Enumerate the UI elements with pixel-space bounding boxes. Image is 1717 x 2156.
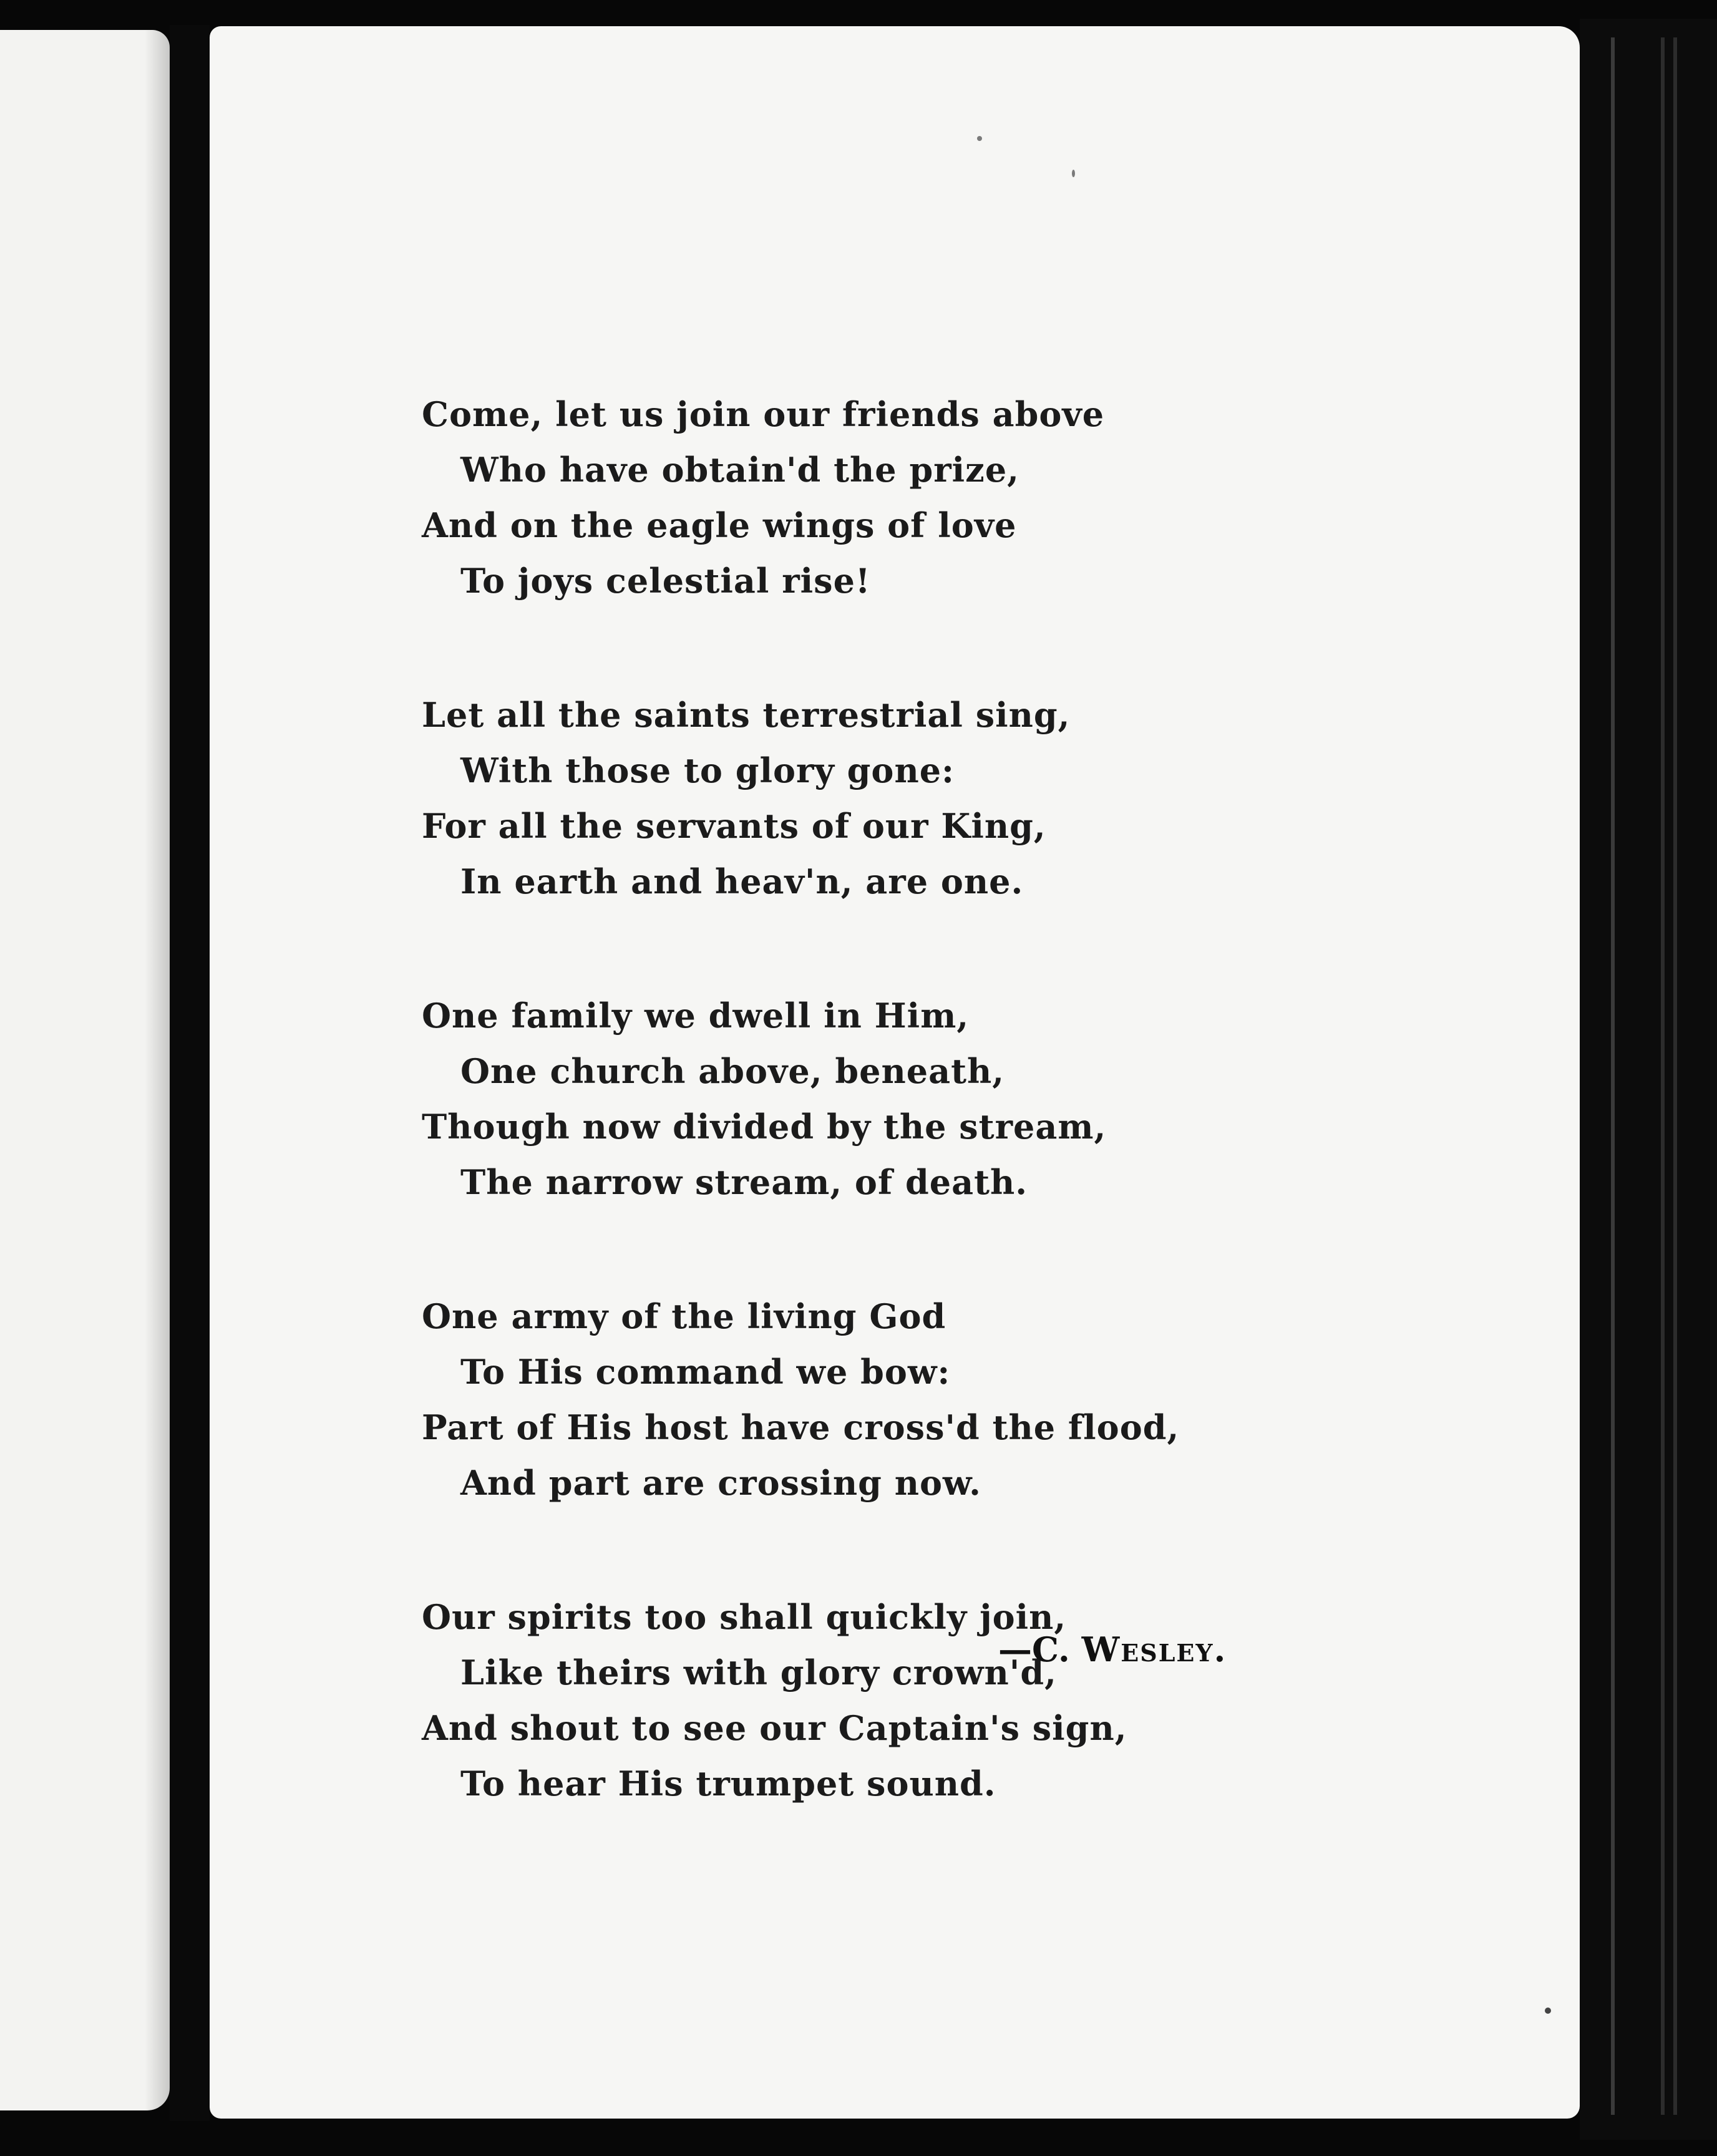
poem-line: And shout to see our Captain's sign, xyxy=(422,1708,1127,1748)
poem xyxy=(422,387,1270,1812)
poem-line: The narrow stream, of death. xyxy=(460,1162,1028,1202)
poem-line: One army of the living God xyxy=(422,1296,946,1336)
poem-line: Though now divided by the stream, xyxy=(422,1107,1107,1147)
poem-line: To joys celestial rise! xyxy=(460,561,871,601)
paper-speck xyxy=(1072,170,1075,177)
book-fore-edge xyxy=(1580,19,1717,2140)
poem-line: With those to glory gone: xyxy=(460,750,955,790)
poem-line: And part are crossing now. xyxy=(460,1463,981,1503)
book-gutter xyxy=(170,25,210,2121)
previous-page-edge xyxy=(0,30,170,2110)
poem-line: In earth and heav'n, are one. xyxy=(460,862,1024,901)
stanza-2 xyxy=(422,687,1270,910)
poem-line: One church above, beneath, xyxy=(460,1051,1005,1091)
stanza-3 xyxy=(422,988,1270,1210)
paper-speck xyxy=(1545,2008,1551,2014)
poem-line: Part of His host have cross'd the flood, xyxy=(422,1407,1180,1447)
poem-line: Like theirs with glory crown'd, xyxy=(460,1653,1057,1692)
poem-line: Let all the saints terrestrial sing, xyxy=(422,695,1071,735)
poem-line: To His command we bow: xyxy=(460,1352,951,1392)
poem-line: For all the servants of our King, xyxy=(422,806,1046,846)
poem-line: And on the eagle wings of love xyxy=(422,505,1017,545)
poem-attribution xyxy=(998,1629,1227,1669)
poem-line: Come, let us join our friends above xyxy=(422,394,1105,434)
attribution-prefix: —C. xyxy=(998,1629,1082,1669)
poem-line: Our spirits too shall quickly join, xyxy=(422,1597,1067,1637)
poem-line: Who have obtain'd the prize, xyxy=(460,450,1019,490)
stanza-1 xyxy=(422,387,1270,609)
paper-speck xyxy=(977,136,982,141)
stanza-4 xyxy=(422,1289,1270,1511)
attribution-author: Wesley. xyxy=(1081,1629,1227,1669)
poem-line: One family we dwell in Him, xyxy=(422,996,970,1036)
poem-line: To hear His trumpet sound. xyxy=(460,1764,996,1804)
stanza-5 xyxy=(422,1590,1270,1812)
